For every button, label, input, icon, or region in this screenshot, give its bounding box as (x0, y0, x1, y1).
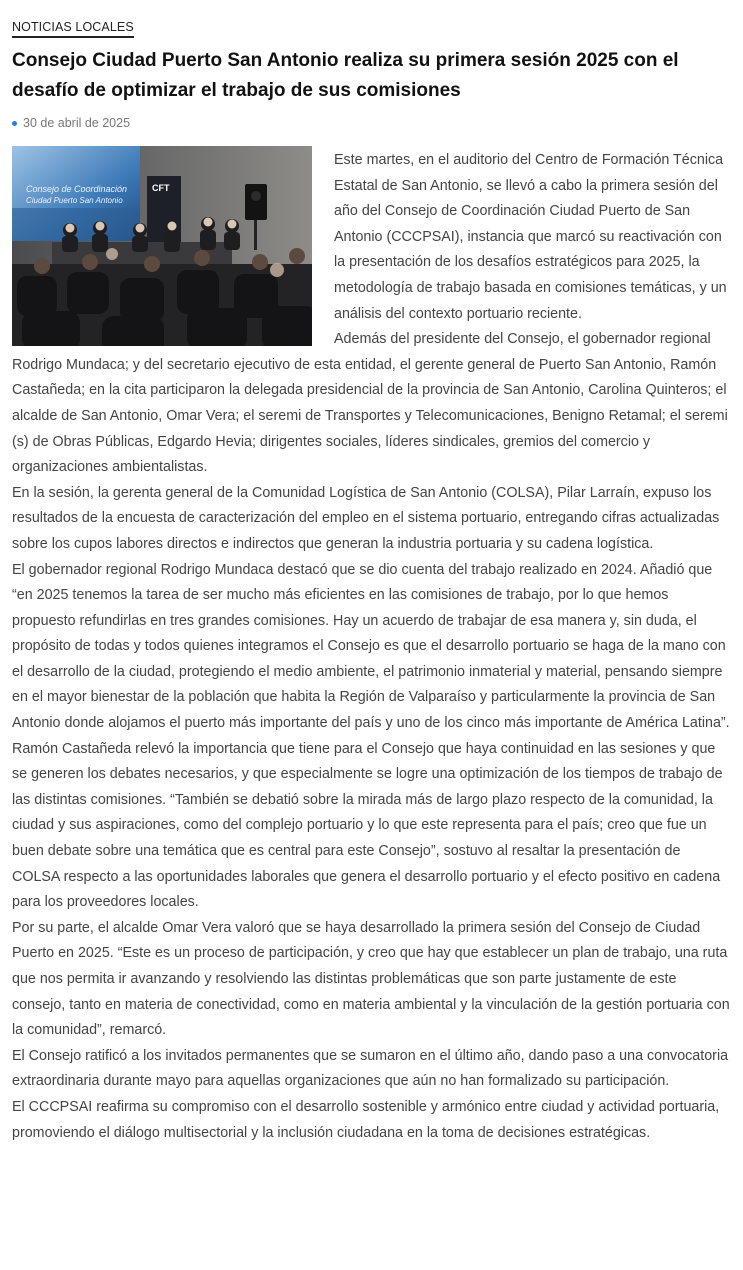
paragraph-3: En la sesión, la gerenta general de la Comunidad Logística de San Antonio (COLSA), Pilar Larraín, expuso los resultados de la encuesta de caracterización del empleo en el sistema portuario, entregando cifras actualizadas sobre los cupos labores directos e indirectos que generan la industria portuaria y su cadena logística. (12, 484, 720, 552)
paragraph-6: Por su parte, el alcalde Omar Vera valoró que se haya desarrollado la primera sesión del Consejo de Ciudad Puerto en 2025. “Este es un proceso de participación, y creo que hay que establecer un plan de trabajo, una ruta que nos permita ir avanzando y resolviendo las distintas problemáticas que son parte justamente de este consejo, tanto en materia de conectividad, como en materia ambiental y la vinculación de la gestión portuaria con la comunidad”, remarcó. (12, 919, 730, 1039)
paragraph-8: El CCCPSAI reafirma su compromiso con el desarrollo sostenible y armónico entre ciudad y actividad portuaria, promoviendo el diálogo multisectorial y la inclusión ciudadana en la toma de decisiones estratégicas. (12, 1098, 720, 1141)
bullet-dot-icon (12, 121, 17, 126)
conference-photo-icon (12, 146, 312, 346)
category-label[interactable]: NOTICIAS LOCALES (12, 20, 134, 38)
banner-text: CFT (152, 183, 170, 193)
screen-text-1: Consejo de Coordinación (26, 184, 128, 194)
paragraph-2: Además del presidente del Consejo, el gobernador regional Rodrigo Mundaca; y del secretario ejecutivo de esta entidad, el gerente general de Puerto San Antonio, Ramón Castañeda; en la cita participaron la delegada presidencial de la provincia de San Antonio, Carolina Quinteros; el alcalde de San Antonio, Omar Vera; el seremi de Transportes y Telecomunicaciones, Benigno Retamal; el seremi (s) de Obras Públicas, Edgardo Hevia; dirigentes sociales, líderes sindicales, gremios del comercio y organizaciones ambientalistas. (12, 331, 728, 476)
paragraph-5: Ramón Castañeda relevó la importancia que tiene para el Consejo que haya continuidad en las sesiones y que se generen los debates necesarios, y que especialmente se logre una optimización de los tiempos de trabajo de las distintas comisiones. “También se debatió sobre la mirada más de largo plazo respecto de la comunidad, la ciudad y sus aspiraciones, como del complejo portuario y lo que este representa para el país; creo que fue un buen debate sobre una temática que es central para este Consejo”, sostuvo al resaltar la presentación de COLSA respecto a las oportunidades laborales que genera el desarrollo portuario y el efecto positivo en cadena para los proveedores locales. (12, 740, 723, 911)
article-meta (12, 116, 731, 130)
article-photo[interactable] (12, 146, 312, 346)
screen-text-2: Ciudad Puerto San Antonio (26, 196, 123, 205)
paragraph-4: El gobernador regional Rodrigo Mundaca destacó que se dio cuenta del trabajo realizado en 2024. Añadió que “en 2025 tenemos la tarea de ser mucho más eficientes en las comisiones de trabajo, por lo que hemos propuesto refundirlas en tres grandes comisiones. Hay un acuerdo de trabajar de esa manera y, sin duda, el propósito de todas y todos quienes integramos el Consejo es que el desarrollo portuario se haga de la mano con el desarrollo de la ciudad, protegiendo el medio ambiente, el patrimonio inmaterial y material, pensando siempre en el mayor bienestar de la población que habita la Región de Valparaíso y particularmente la provincia de San Antonio donde alojamos el puerto más importante del país y uno de los cinco más importante de América Latina”. (12, 561, 730, 732)
paragraph-1: Este martes, en el auditorio del Centro de Formación Técnica Estatal de San Antonio, se llevó a cabo la primera sesión del año del Consejo de Coordinación Ciudad Puerto de San Antonio (CCCPSAI), instancia que marcó su reactivación con la presentación de los desafíos estratégicos para 2025, la metodología de trabajo basada en comisiones temáticas, y un análisis del contexto portuario reciente. (334, 152, 727, 322)
article-headline: Consejo Ciudad Puerto San Antonio realiza su primera sesión 2025 con el desafío de optimizar el trabajo de sus comisiones (12, 50, 679, 101)
article-date: 30 de abril de 2025 (23, 116, 131, 130)
article-body (12, 146, 731, 1146)
paragraph-7: El Consejo ratificó a los invitados permanentes que se sumaron en el último año, dando paso a una convocatoria extraordinaria durante mayo para aquellas organizaciones que aún no han formalizado su participación. (12, 1047, 729, 1090)
